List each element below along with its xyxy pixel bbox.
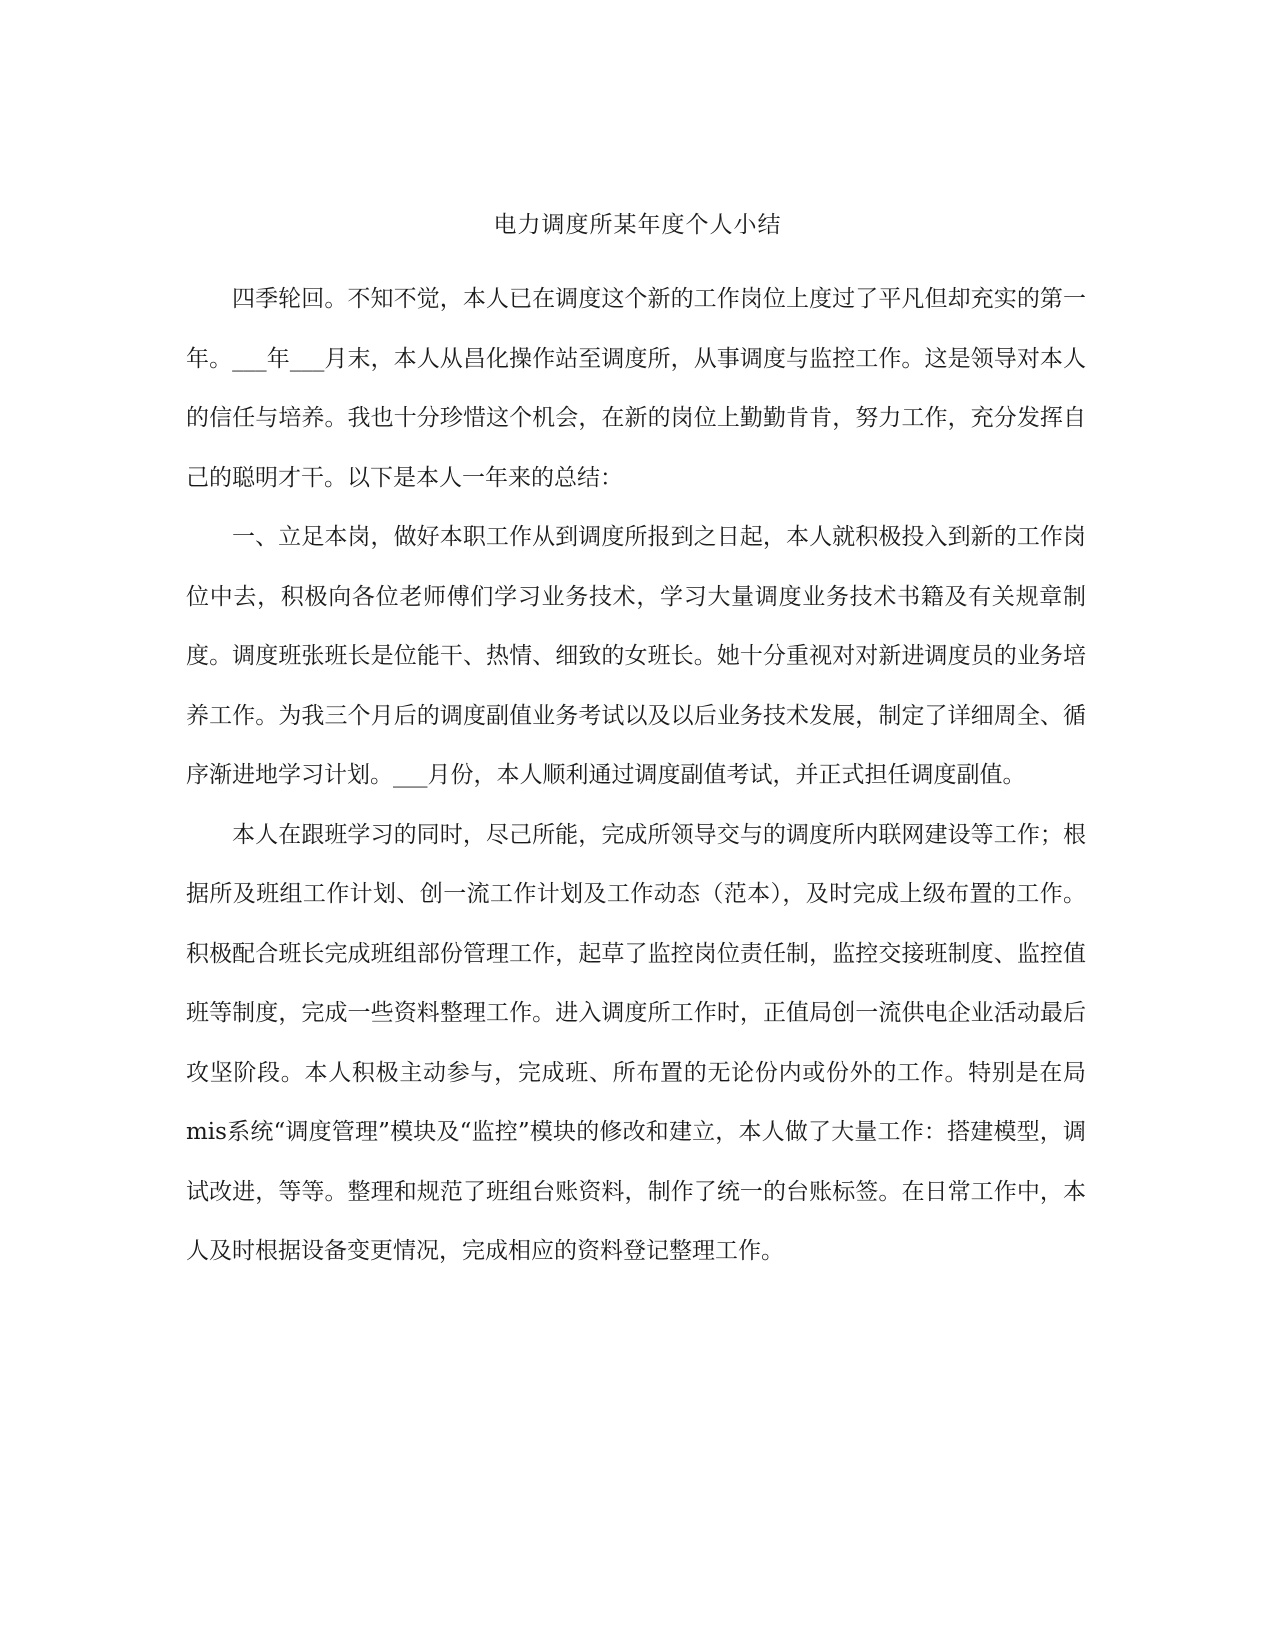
paragraph-intro: 四季轮回。不知不觉，本人已在调度这个新的工作岗位上度过了平凡但却充实的第一年。___年___月末，本人从昌化操作站至调度所，从事调度与监控工作。这是领导对本人的信任与培养。我也十分珍惜这个机会，在新的岗位上勤勤肯肯，努力工作，充分发挥自己的聪明才干。以下是本人一年来的总结： xyxy=(186,286,1086,491)
paragraph-section-one: 一、立足本岗，做好本职工作从到调度所报到之日起，本人就积极投入到新的工作岗位中去，积极向各位老师傅们学习业务技术，学习大量调度业务技术书籍及有关规章制度。调度班张班长是位能干、热情、细致的女班长。她十分重视对对新进调度员的业务培养工作。为我三个月后的调度副值业务考试以及以后业务技术发展，制定了详细周全、循序渐进地学习计划。___月份，本人顺利通过调度副值考试，并正式担任调度副值。 xyxy=(186,524,1086,788)
paragraph-additional-work: 本人在跟班学习的同时，尽己所能，完成所领导交与的调度所内联网建设等工作；根据所及班组工作计划、创一流工作计划及工作动态（范本），及时完成上级布置的工作。积极配合班长完成班组部份管理工作，起草了监控岗位责任制，监控交接班制度、监控值班等制度，完成一些资料整理工作。进入调度所工作时，正值局创一流供电企业活动最后攻坚阶段。本人积极主动参与，完成班、所布置的无论份内或份外的工作。特别是在局mis系统“调度管理”模块及“监控”模块的修改和建立，本人做了大量工作：搭建模型，调试改进，等等。整理和规范了班组台账资料，制作了统一的台账标签。在日常工作中，本人及时根据设备变更情况，完成相应的资料登记整理工作。 xyxy=(186,821,1086,1264)
document-body xyxy=(186,270,1086,1282)
document-title: 电力调度所某年度个人小结 xyxy=(493,212,782,238)
